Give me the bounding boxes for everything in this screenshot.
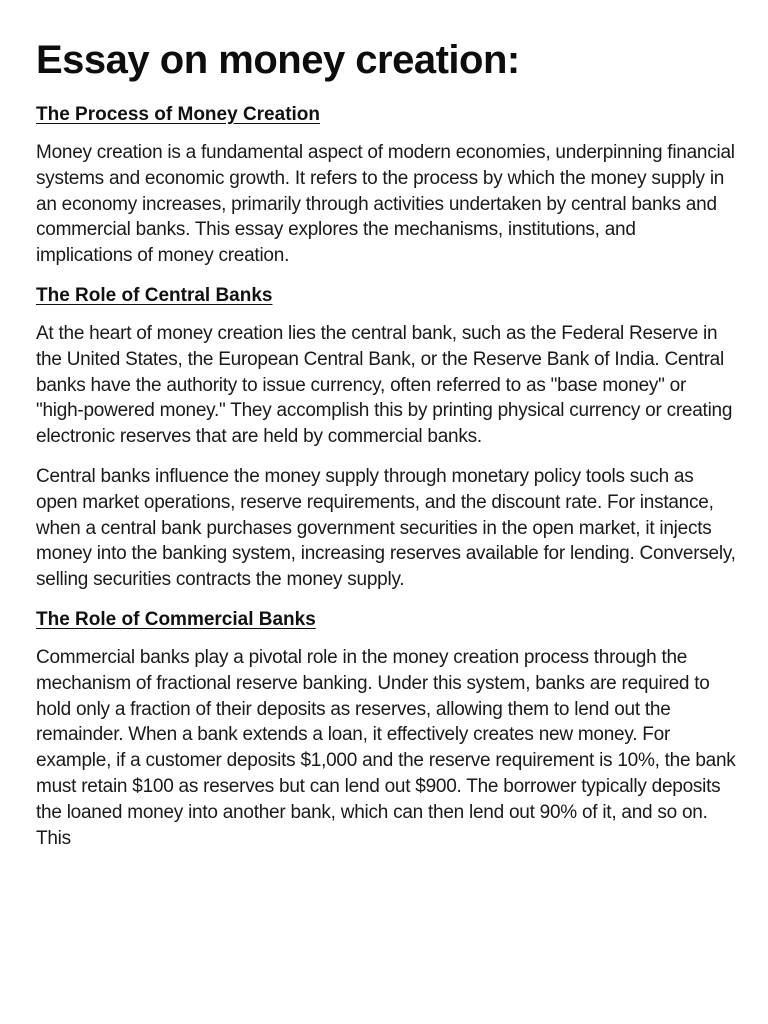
section-heading-commercial-banks: The Role of Commercial Banks [36,608,316,630]
section-heading-process: The Process of Money Creation [36,104,321,125]
page-title: Essay on money creation: [36,38,520,82]
section-heading-central-banks: The Role of Central Banks [36,284,273,306]
paragraph-process-intro: Money creation is a fundamental aspect of modern economies, underpinning financial systems and economic growth. It refers to the process by which the money supply in an economy increases, primarily through activities undertaken by central banks and commercial banks. This essay explores the mechanisms, institutions, and implications of money creation. [36,142,735,267]
document-page [36,34,736,865]
paragraph-commercial-banks-1: Commercial banks play a pivotal role in the money creation process through the mechanism of fractional reserve banking. Under this system, banks are required to hold only a fraction of their deposits as reserves, allowing them to lend out the remainder. When a bank extends a loan, it effectively creates new money. For example, if a customer deposits $1,000 and the reserve requirement is 10%, the bank must retain $100 as reserves but can lend out $900. The borrower typically deposits the loaned money into another bank, which can then lend out 90% of it, and so on. This [36,646,736,849]
paragraph-central-banks-1: At the heart of money creation lies the central bank, such as the Federal Reserve in the United States, the European Central Bank, or the Reserve Bank of India. Central banks have the authority to issue currency, often referred to as "base money" or "high-powered money." They accomplish this by printing physical currency or creating electronic reserves that are held by commercial banks. [36,322,733,448]
paragraph-central-banks-2: Central banks influence the money supply through monetary policy tools such as open market operations, reserve requirements, and the discount rate. For instance, when a central bank purchases government securities in the open market, it injects money into the banking system, increasing reserves available for lending. Conversely, selling securities contracts the money supply. [36,465,736,591]
